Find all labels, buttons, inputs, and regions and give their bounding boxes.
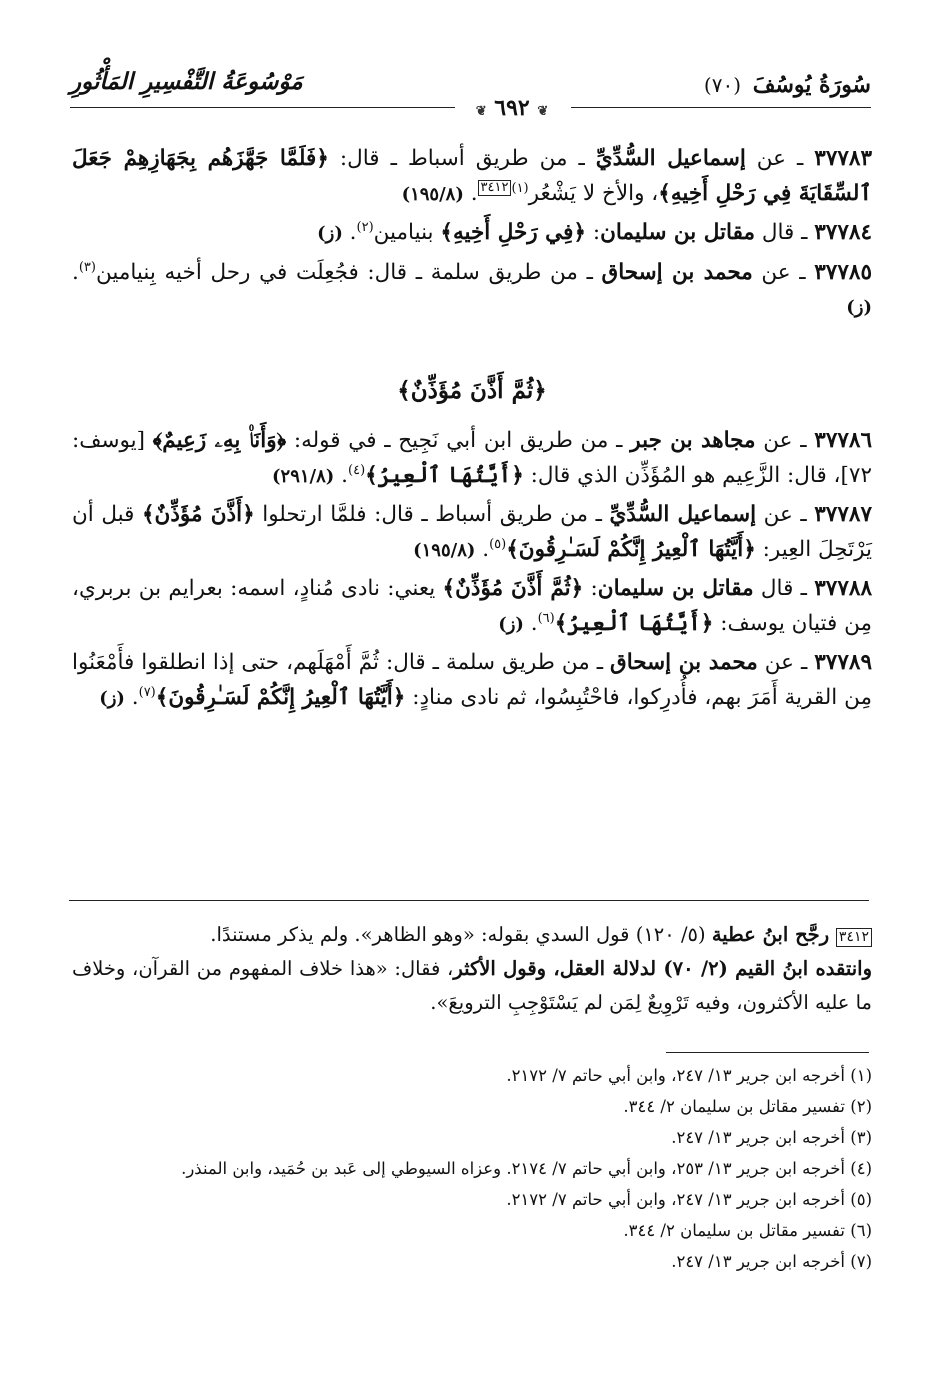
narrator-name: محمد بن إسحاق xyxy=(610,650,758,675)
commentary-marker[interactable]: ٣٤١٢ xyxy=(478,180,512,196)
footnote: (٧) أخرجه ابن جرير ١٣/ ٢٤٧. xyxy=(671,1252,872,1271)
entry-text: ـ من طريق سلمة ـ قال: فجُعِلَت في رحل أخيه بِنيامين xyxy=(95,259,602,285)
entry-text: ـ من طريق أسباط ـ قال: xyxy=(328,146,596,171)
commentary-block xyxy=(72,918,872,1020)
entry-text: . xyxy=(124,684,139,710)
footnote: (٣) أخرجه ابن جرير ١٣/ ٢٤٧. xyxy=(671,1128,872,1147)
entry-text: . xyxy=(334,462,348,488)
entry-text: . xyxy=(463,180,478,206)
entry-text: ـ من طريق سلمة ـ قال: ثُمَّ أَمْهَلَهم، حتى إذا انطلقوا فأَمْعَنُوا مِن القرية أَمَرَ بهم، فأُدرِكوا، فاحْتُبِسُوا، ثم نادى منادٍ: xyxy=(72,650,872,710)
entry-number: ٣٧٧٨٨ xyxy=(814,576,872,601)
footnote-marker[interactable]: (٣) xyxy=(78,259,96,275)
entry-text: ، والأخ لا يَشْعُر xyxy=(528,180,659,206)
footnote-marker[interactable]: (٧) xyxy=(138,684,156,700)
quran-quote: ﴿أَيَّتُهَا ٱلْعِيرُ﴾ xyxy=(554,610,714,636)
commentary-number: ٣٤١٢ xyxy=(836,928,872,947)
entry-text: ـ قال xyxy=(753,576,815,601)
source-reference: (ز) xyxy=(846,297,872,318)
entry-text: ـ عن xyxy=(752,259,815,285)
footnote-marker[interactable]: (٤) xyxy=(348,462,366,478)
narration-entry xyxy=(72,646,872,716)
page-header xyxy=(70,62,871,132)
page-number-block xyxy=(453,95,571,121)
narrator-name: مقاتل بن سليمان xyxy=(597,576,754,601)
header-rule-right xyxy=(571,107,871,108)
quran-quote: ﴿أَيَّتُهَا ٱلْعِيرُ إِنَّكُمْ لَسَـٰرِقُونَ﴾ xyxy=(155,684,406,710)
entry-text: . xyxy=(342,220,357,245)
narration-entry xyxy=(72,256,872,326)
quran-quote: ﴿وَأَنَا۠ بِهِۦ زَعِيمٌ﴾ xyxy=(152,428,287,453)
footnote-marker[interactable]: (٢) xyxy=(356,219,374,235)
quran-quote: ﴿فِي رَحْلِ أَخِيهِ﴾ xyxy=(440,220,586,245)
entry-text: ـ من طريق ابن أبي نَجِيح ـ في قوله: xyxy=(286,428,631,453)
entry-text: . xyxy=(475,536,490,562)
entry-text: . xyxy=(72,259,79,285)
commentary-text: ، فقال: «هذا خلاف المفهوم من القرآن، وخلاف ما عليه الأكثرون، وفيه تَرْوِيعٌ لِمَن لم يَسْتَوْجِبِ الترويعَ». xyxy=(72,957,872,1014)
quran-quote: ﴿فَلَمَّا جَهَّزَهُم بِجَهَازِهِمْ جَعَلَ ٱلسِّقَايَةَ فِي رَحْلِ أَخِيهِ﴾ xyxy=(72,146,872,206)
entry-text: ـ من طريق أسباط ـ قال: فلمَّا ارتحلوا xyxy=(254,502,610,527)
entry-number: ٣٧٧٨٣ xyxy=(814,146,873,171)
narration-entry xyxy=(72,498,872,568)
source-reference: (ز) xyxy=(498,613,524,635)
footnote: (٦) تفسير مقاتل بن سليمان ٢/ ٣٤٤. xyxy=(623,1221,872,1240)
narrator-name: مجاهد بن جبر xyxy=(630,428,756,453)
footnote: (١) أخرجه ابن جرير ١٣/ ٢٤٧، وابن أبي حاتم ٧/ ٢١٧٢. xyxy=(506,1066,872,1085)
book-title: مَوْسُوعَةُ التَّفْسِيرِ المَأْثُورِ xyxy=(70,68,303,95)
ornament-icon: ❦ xyxy=(537,104,549,119)
narration-entry xyxy=(72,142,872,212)
section-title: ﴿ثُمَّ أَذَّنَ مُؤَذِّنٌ﴾ xyxy=(397,376,547,404)
source-reference: (ز) xyxy=(99,687,125,709)
footnote-divider xyxy=(666,1052,869,1053)
entry-number: ٣٧٧٨٧ xyxy=(814,502,872,527)
page-number: ٦٩٢ xyxy=(494,95,530,121)
commentary-paragraph xyxy=(72,918,872,952)
quran-quote: ﴿أَيَّتُهَا ٱلْعِيرُ إِنَّكُمْ لَسَـٰرِقُونَ﴾ xyxy=(506,536,756,562)
narration-entry xyxy=(72,216,872,252)
entry-text: : xyxy=(583,576,598,601)
commentary-text: (٥/ ١٢٠) قول السدي بقوله: «وهو الظاهر». ولم يذكر مستندًا. xyxy=(210,923,712,946)
source-reference: (٢٩١/٨) xyxy=(272,465,335,487)
narrator-name: إسماعيل السُّدِّيِّ xyxy=(595,146,746,171)
footnote-marker[interactable]: (٥) xyxy=(489,536,507,552)
entry-text: ـ عن xyxy=(756,502,815,527)
narrator-name: مقاتل بن سليمان xyxy=(600,220,755,245)
entry-text: يعني: نادى مُنادٍ، اسمه: بعرايم بن بربري، مِن فتيان يوسف: xyxy=(72,576,872,636)
footnote-marker[interactable]: (١) xyxy=(511,180,529,196)
entry-text: [يوسف: ٧٢]، قال: الزَّعِيم هو المُؤَذِّن الذي قال: xyxy=(72,428,872,488)
commentary-paragraph xyxy=(72,952,872,1020)
quran-quote: ﴿أَيَّتُهَا ٱلْعِيرُ﴾ xyxy=(365,462,524,488)
entry-text: بنيامين xyxy=(373,220,441,245)
narration-entry xyxy=(72,572,872,642)
narrator-name: إسماعيل السُّدِّيِّ xyxy=(609,502,757,527)
quran-quote: ﴿أَذَّنَ مُؤَذِّنٌ﴾ xyxy=(141,502,255,527)
commentary-bold: رجَّح ابنُ عطية xyxy=(711,923,836,946)
entry-number: ٣٧٧٨٩ xyxy=(814,650,872,675)
entry-text: ـ عن xyxy=(757,650,815,675)
entry-number: ٣٧٧٨٤ xyxy=(814,220,872,245)
entry-text: قبل أن يَرْتَحِلَ العِير: xyxy=(72,502,872,562)
ornament-icon: ❦ xyxy=(475,104,487,119)
footnote: (٤) أخرجه ابن جرير ١٣/ ٢٥٣، وابن أبي حاتم ٧/ ٢١٧٤. وعزاه السيوطي إلى عَبد بن حُمَيد، وابن المنذر. xyxy=(181,1159,872,1178)
entry-text: ـ عن xyxy=(755,428,815,453)
footnotes xyxy=(72,1060,872,1277)
commentary-bold: وانتقده ابنُ القيم (٢/ ٧٠) لدلالة العقل، وقول الأكثر xyxy=(453,957,872,980)
footnote-marker[interactable]: (٦) xyxy=(537,610,555,626)
narrator-name: محمد بن إسحاق xyxy=(601,259,753,285)
narration-entry xyxy=(72,424,872,494)
entry-text: ـ قال xyxy=(754,220,815,245)
entry-text: : xyxy=(585,220,601,245)
source-reference: (ز) xyxy=(317,223,343,244)
source-reference: (١٩٥/٨) xyxy=(401,183,464,205)
quran-quote: ﴿ثُمَّ أَذَّنَ مُؤَذِّنٌ﴾ xyxy=(442,576,584,601)
entry-number: ٣٧٧٨٦ xyxy=(814,428,873,453)
commentary-divider xyxy=(69,900,869,901)
entry-text: ـ عن xyxy=(745,146,815,171)
verse-reference: (٧٠) xyxy=(703,73,742,97)
entry-text: . xyxy=(523,610,538,636)
surah-name: سُورَةُ يُوسُفَ xyxy=(752,72,871,98)
header-rule-left xyxy=(70,107,455,108)
surah-heading xyxy=(704,72,871,98)
entry-number: ٣٧٧٨٥ xyxy=(814,259,872,285)
source-reference: (١٩٥/٨) xyxy=(413,539,476,561)
main-text xyxy=(72,142,872,720)
footnote: (٢) تفسير مقاتل بن سليمان ٢/ ٣٤٤. xyxy=(623,1097,872,1116)
footnote: (٥) أخرجه ابن جرير ١٣/ ٢٤٧، وابن أبي حاتم ٧/ ٢١٧٢. xyxy=(506,1190,872,1209)
